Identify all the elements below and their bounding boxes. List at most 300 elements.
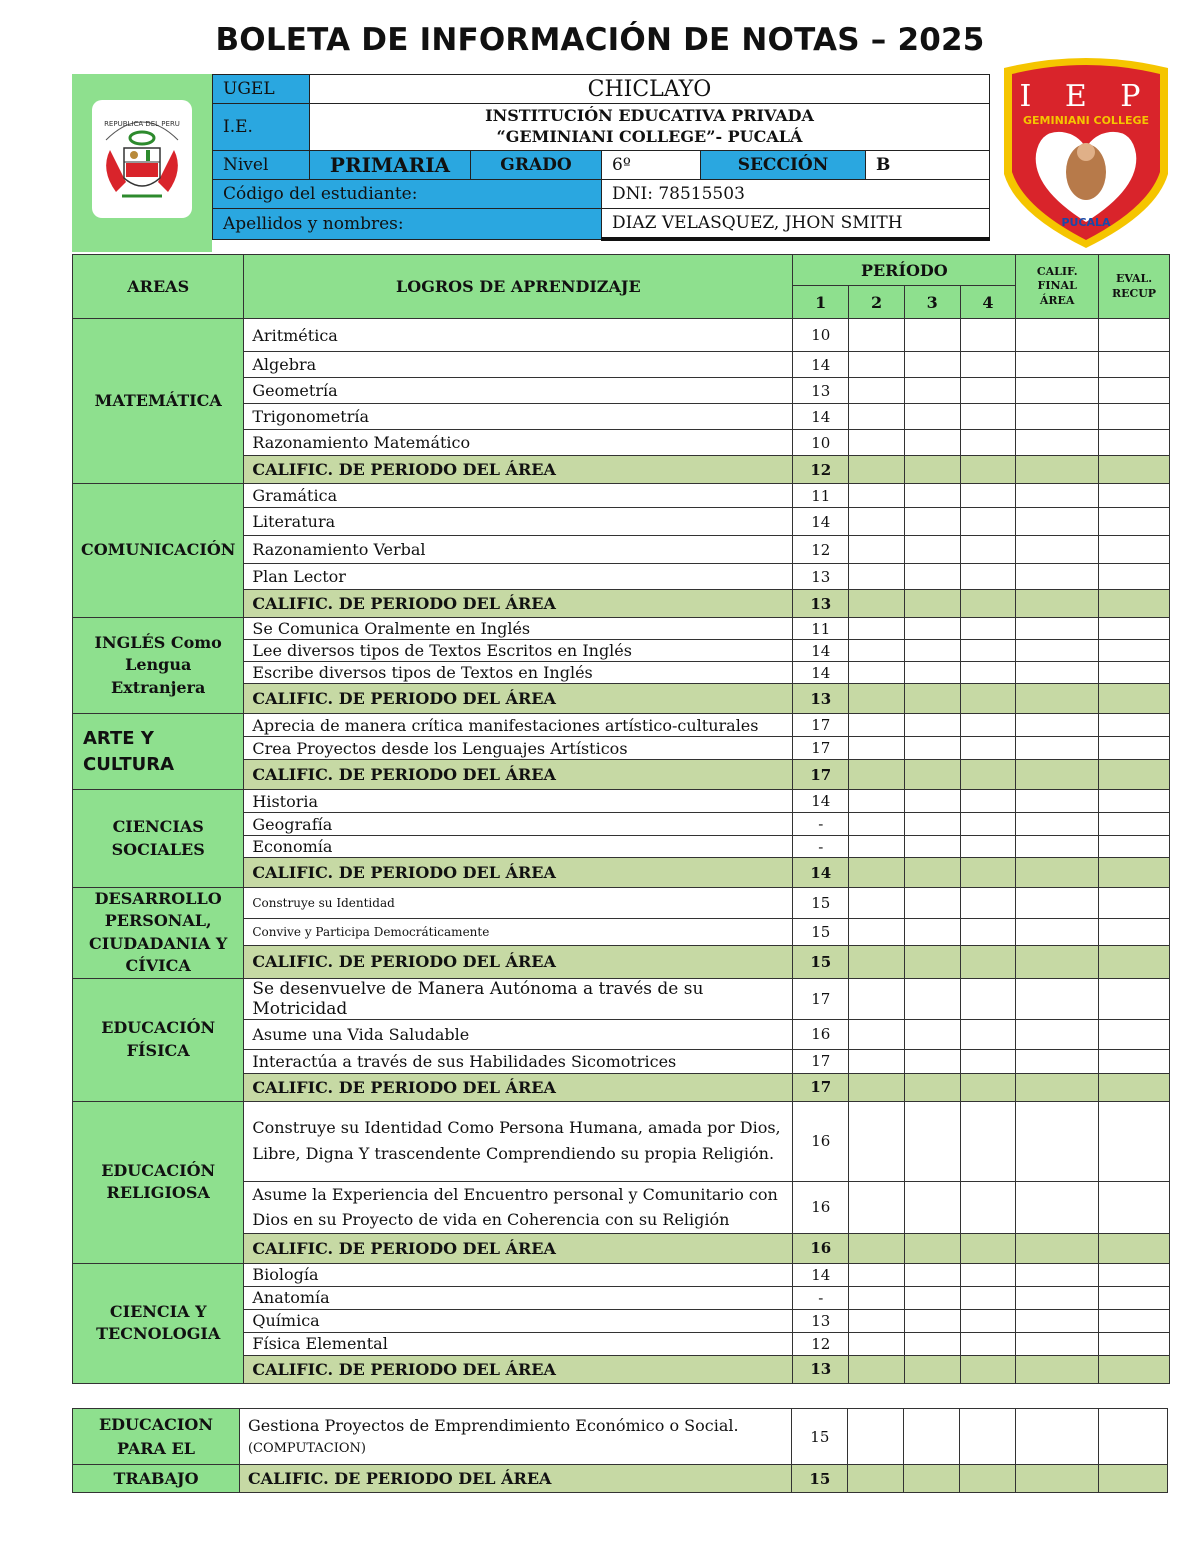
period-3-header: 3 xyxy=(904,286,960,319)
ugel-label: UGEL xyxy=(213,75,310,104)
grade-period-2 xyxy=(849,1019,905,1049)
trabajo-calif-value: 15 xyxy=(792,1465,848,1493)
logo-letters: I E P xyxy=(1019,79,1153,114)
grade-period-3 xyxy=(904,1019,960,1049)
grade-period-1: 12 xyxy=(793,536,849,564)
period-4-header: 4 xyxy=(960,286,1016,319)
trabajo-p2 xyxy=(848,1409,904,1465)
grade-period-3 xyxy=(904,1049,960,1073)
grade-recup xyxy=(1099,618,1170,640)
calif-value: 13 xyxy=(793,684,849,714)
achievement-text: Gramática xyxy=(244,484,793,508)
grade-period-4 xyxy=(960,352,1016,378)
grade-period-4 xyxy=(960,508,1016,536)
period-1-header: 1 xyxy=(793,286,849,319)
grade-final xyxy=(1016,813,1099,836)
grade-period-1: 14 xyxy=(793,662,849,684)
grade-final xyxy=(1016,714,1099,737)
calif-label: CALIFIC. DE PERIODO DEL ÁREA xyxy=(244,760,793,790)
achievement-text: Algebra xyxy=(244,352,793,378)
calif-final xyxy=(1016,1233,1099,1263)
final-header-2: FINAL xyxy=(1037,279,1077,293)
calif-period-2 xyxy=(849,946,905,978)
grade-period-3 xyxy=(904,1286,960,1309)
grade-period-2 xyxy=(849,1181,905,1233)
calif-final xyxy=(1016,1073,1099,1101)
seccion-label: SECCIÓN xyxy=(701,151,866,180)
trabajo-name-2: PARA EL xyxy=(116,1438,195,1458)
areas-header: AREAS xyxy=(73,255,244,319)
trabajo-calif-p4 xyxy=(960,1465,1016,1493)
ugel-value: CHICLAYO xyxy=(310,75,990,104)
recup-header xyxy=(1099,255,1170,319)
grade-period-1: 16 xyxy=(793,1181,849,1233)
grade-period-1: 11 xyxy=(793,484,849,508)
achievement-text: Asume una Vida Saludable xyxy=(244,1019,793,1049)
ie-label: I.E. xyxy=(213,104,310,151)
grade-recup xyxy=(1099,1309,1170,1332)
grade-period-1: 11 xyxy=(793,618,849,640)
grade-period-4 xyxy=(960,662,1016,684)
grade-period-2 xyxy=(849,1332,905,1355)
grade-recup xyxy=(1099,836,1170,858)
periodo-header: PERÍODO xyxy=(793,255,1016,286)
grade-period-1: 17 xyxy=(793,737,849,760)
grade-recup xyxy=(1099,640,1170,662)
achievement-text: Construye su Identidad xyxy=(244,888,793,919)
grade-final xyxy=(1016,1101,1099,1181)
calif-period-4 xyxy=(960,1073,1016,1101)
calif-recup xyxy=(1099,760,1170,790)
grade-period-3 xyxy=(904,1101,960,1181)
recup-header-1: EVAL. xyxy=(1115,272,1153,286)
achievement-text: Razonamiento Verbal xyxy=(244,536,793,564)
calif-period-4 xyxy=(960,590,1016,618)
grade-period-3 xyxy=(904,352,960,378)
grade-final xyxy=(1016,978,1099,1019)
seccion-value: B xyxy=(866,151,990,180)
grade-recup xyxy=(1099,737,1170,760)
calif-period-3 xyxy=(904,760,960,790)
grade-period-3 xyxy=(904,1263,960,1286)
grade-recup xyxy=(1099,1286,1170,1309)
grade-recup xyxy=(1099,888,1170,919)
grade-period-2 xyxy=(849,536,905,564)
achievement-text: Construye su Identidad Como Persona Humana, amada por Dios, Libre, Digna Y trascendente Comprendiendo su propia Religión. xyxy=(244,1101,793,1181)
grade-final xyxy=(1016,508,1099,536)
grade-period-3 xyxy=(904,662,960,684)
achievement-text: Asume la Experiencia del Encuentro personal y Comunitario con Dios en su Proyecto de vida en Coherencia con su Religión xyxy=(244,1181,793,1233)
grade-final xyxy=(1016,536,1099,564)
grade-period-2 xyxy=(849,352,905,378)
grade-period-2 xyxy=(849,404,905,430)
grade-period-1: 10 xyxy=(793,319,849,352)
ie-line-1: INSTITUCIÓN EDUCATIVA PRIVADA xyxy=(485,106,814,126)
calif-period-3 xyxy=(904,1233,960,1263)
achievement-text: Geometría xyxy=(244,378,793,404)
calif-recup xyxy=(1099,456,1170,484)
grade-period-3 xyxy=(904,919,960,946)
ie-line-2: “GEMINIANI COLLEGE”- PUCALÁ xyxy=(496,127,803,146)
grade-recup xyxy=(1099,1101,1170,1181)
grade-period-4 xyxy=(960,790,1016,813)
calif-period-2 xyxy=(849,1073,905,1101)
grade-final xyxy=(1016,790,1099,813)
grade-period-2 xyxy=(849,813,905,836)
ie-value xyxy=(310,104,990,151)
trabajo-calif-p3 xyxy=(904,1465,960,1493)
grade-period-4 xyxy=(960,404,1016,430)
trabajo-name-3: TRABAJO xyxy=(73,1465,240,1493)
calif-period-4 xyxy=(960,1355,1016,1383)
grade-period-4 xyxy=(960,1309,1016,1332)
area-name: MATEMÁTICA xyxy=(73,319,244,484)
grado-value: 6º xyxy=(602,151,701,180)
grade-period-2 xyxy=(849,618,905,640)
trabajo-final xyxy=(1016,1409,1099,1465)
grade-period-3 xyxy=(904,1181,960,1233)
crest-panel xyxy=(72,74,212,252)
grade-final xyxy=(1016,378,1099,404)
final-header xyxy=(1016,255,1099,319)
final-header-3: ÁREA xyxy=(1039,293,1075,307)
achievement-text: Química xyxy=(244,1309,793,1332)
calif-period-3 xyxy=(904,1073,960,1101)
grade-period-4 xyxy=(960,737,1016,760)
trabajo-item-note: (COMPUTACION) xyxy=(247,1440,366,1456)
grade-period-2 xyxy=(849,1101,905,1181)
nombre-label: Apellidos y nombres: xyxy=(213,209,602,240)
trabajo-p3 xyxy=(904,1409,960,1465)
trabajo-p1: 15 xyxy=(792,1409,848,1465)
area-name: CIENCIA Y TECNOLOGIA xyxy=(73,1263,244,1383)
calif-label: CALIFIC. DE PERIODO DEL ÁREA xyxy=(244,946,793,978)
grade-final xyxy=(1016,1181,1099,1233)
calif-period-2 xyxy=(849,1355,905,1383)
grade-period-4 xyxy=(960,1019,1016,1049)
grade-period-1: 10 xyxy=(793,430,849,456)
grade-period-2 xyxy=(849,919,905,946)
grade-period-2 xyxy=(849,319,905,352)
crest-frame xyxy=(92,100,192,218)
calif-period-2 xyxy=(849,456,905,484)
grade-period-4 xyxy=(960,536,1016,564)
grade-period-2 xyxy=(849,737,905,760)
achievement-row xyxy=(73,319,1170,352)
calif-label: CALIFIC. DE PERIODO DEL ÁREA xyxy=(244,684,793,714)
grade-period-2 xyxy=(849,508,905,536)
grade-period-3 xyxy=(904,790,960,813)
achievement-text: Se desenvuelve de Manera Autónoma a través de su Motricidad xyxy=(244,978,793,1019)
calif-period-3 xyxy=(904,946,960,978)
calif-label: CALIFIC. DE PERIODO DEL ÁREA xyxy=(244,456,793,484)
grade-period-3 xyxy=(904,640,960,662)
grades-body xyxy=(73,319,1170,1384)
grade-final xyxy=(1016,737,1099,760)
achievement-row xyxy=(73,888,1170,919)
grade-period-3 xyxy=(904,564,960,590)
grade-period-1: 17 xyxy=(793,1049,849,1073)
grade-period-3 xyxy=(904,813,960,836)
grade-period-4 xyxy=(960,378,1016,404)
grade-recup xyxy=(1099,430,1170,456)
calif-period-4 xyxy=(960,858,1016,888)
grade-period-1: 14 xyxy=(793,508,849,536)
grade-period-1: 13 xyxy=(793,1309,849,1332)
calif-recup xyxy=(1099,858,1170,888)
achievement-row xyxy=(73,714,1170,737)
grade-final xyxy=(1016,319,1099,352)
grade-recup xyxy=(1099,319,1170,352)
page-title: BOLETA DE INFORMACIÓN DE NOTAS – 2025 xyxy=(215,22,985,58)
trabajo-calif-p2 xyxy=(848,1465,904,1493)
calif-period-4 xyxy=(960,946,1016,978)
logo-place: PUCALA xyxy=(1061,216,1111,229)
calif-period-3 xyxy=(904,590,960,618)
grade-period-1: 15 xyxy=(793,919,849,946)
grade-period-1: 15 xyxy=(793,888,849,919)
grade-period-1: 14 xyxy=(793,790,849,813)
calif-recup xyxy=(1099,1355,1170,1383)
calif-value: 13 xyxy=(793,1355,849,1383)
peru-coat-of-arms-icon xyxy=(92,100,192,218)
calif-recup xyxy=(1099,1233,1170,1263)
grade-period-1: 14 xyxy=(793,352,849,378)
achievement-text: Aprecia de manera crítica manifestaciones artístico-culturales xyxy=(244,714,793,737)
grade-period-1: - xyxy=(793,1286,849,1309)
calif-value: 15 xyxy=(793,946,849,978)
grade-period-3 xyxy=(904,484,960,508)
grade-period-1: 14 xyxy=(793,404,849,430)
grade-period-4 xyxy=(960,319,1016,352)
achievement-row xyxy=(73,790,1170,813)
calif-period-3 xyxy=(904,1355,960,1383)
grade-period-2 xyxy=(849,564,905,590)
logros-header: LOGROS DE APRENDIZAJE xyxy=(244,255,793,319)
achievement-text: Biología xyxy=(244,1263,793,1286)
grade-period-4 xyxy=(960,1101,1016,1181)
grade-period-4 xyxy=(960,484,1016,508)
grade-period-3 xyxy=(904,618,960,640)
achievement-text: Crea Proyectos desde los Lenguajes Artísticos xyxy=(244,737,793,760)
logo-school-name: GEMINIANI COLLEGE xyxy=(1022,114,1150,127)
grade-recup xyxy=(1099,790,1170,813)
grades-table xyxy=(72,254,1170,1384)
grade-final xyxy=(1016,430,1099,456)
grade-recup xyxy=(1099,978,1170,1019)
grade-period-2 xyxy=(849,484,905,508)
school-shield-logo-icon xyxy=(996,54,1176,252)
grade-period-2 xyxy=(849,836,905,858)
area-name: DESARROLLO PERSONAL, CIUDADANIA Y CÍVICA xyxy=(73,888,244,979)
grado-label: GRADO xyxy=(471,151,602,180)
area-name: INGLÉS Como Lengua Extranjera xyxy=(73,618,244,714)
calif-recup xyxy=(1099,590,1170,618)
grade-period-4 xyxy=(960,430,1016,456)
calif-period-3 xyxy=(904,456,960,484)
calif-label: CALIFIC. DE PERIODO DEL ÁREA xyxy=(244,858,793,888)
calif-final xyxy=(1016,1355,1099,1383)
grade-period-4 xyxy=(960,618,1016,640)
achievement-text: Trigonometría xyxy=(244,404,793,430)
achievement-text: Razonamiento Matemático xyxy=(244,430,793,456)
grade-period-2 xyxy=(849,1309,905,1332)
achievement-text: Escribe diversos tipos de Textos en Inglés xyxy=(244,662,793,684)
grade-period-4 xyxy=(960,564,1016,590)
calif-period-2 xyxy=(849,760,905,790)
calif-period-4 xyxy=(960,760,1016,790)
calif-final xyxy=(1016,760,1099,790)
calif-final xyxy=(1016,684,1099,714)
calif-period-2 xyxy=(849,858,905,888)
achievement-row xyxy=(73,618,1170,640)
calif-label: CALIFIC. DE PERIODO DEL ÁREA xyxy=(244,1073,793,1101)
trabajo-item-text: Gestiona Proyectos de Emprendimiento Económico o Social. xyxy=(247,1416,739,1436)
grade-recup xyxy=(1099,1049,1170,1073)
grade-period-2 xyxy=(849,662,905,684)
calif-label: CALIFIC. DE PERIODO DEL ÁREA xyxy=(244,1355,793,1383)
grade-period-3 xyxy=(904,836,960,858)
calif-value: 16 xyxy=(793,1233,849,1263)
calif-period-3 xyxy=(904,858,960,888)
calif-recup xyxy=(1099,684,1170,714)
grade-final xyxy=(1016,662,1099,684)
grade-final xyxy=(1016,564,1099,590)
grade-period-3 xyxy=(904,1309,960,1332)
achievement-text: Aritmética xyxy=(244,319,793,352)
nivel-label: Nivel xyxy=(213,151,310,180)
grade-period-2 xyxy=(849,640,905,662)
recup-header-2: RECUP xyxy=(1111,286,1157,300)
grade-period-2 xyxy=(849,714,905,737)
grade-period-3 xyxy=(904,430,960,456)
trabajo-achievement xyxy=(239,1409,791,1465)
grade-period-3 xyxy=(904,978,960,1019)
grade-period-1: 14 xyxy=(793,640,849,662)
calif-final xyxy=(1016,456,1099,484)
achievement-row xyxy=(73,484,1170,508)
grade-period-1: 12 xyxy=(793,1332,849,1355)
school-logo xyxy=(996,54,1176,252)
calif-final xyxy=(1016,590,1099,618)
nombre-value: DIAZ VELASQUEZ, JHON SMITH xyxy=(602,209,990,240)
grade-period-3 xyxy=(904,319,960,352)
achievement-text: Historia xyxy=(244,790,793,813)
trabajo-area-name xyxy=(73,1409,240,1465)
grade-period-2 xyxy=(849,790,905,813)
achievement-text: Lee diversos tipos de Textos Escritos en Inglés xyxy=(244,640,793,662)
achievement-row xyxy=(73,1263,1170,1286)
grade-period-3 xyxy=(904,1332,960,1355)
grade-final xyxy=(1016,618,1099,640)
grade-recup xyxy=(1099,1019,1170,1049)
grade-period-2 xyxy=(849,888,905,919)
trabajo-calif-final xyxy=(1016,1465,1099,1493)
grade-period-3 xyxy=(904,888,960,919)
grade-period-4 xyxy=(960,640,1016,662)
calif-value: 17 xyxy=(793,1073,849,1101)
grade-recup xyxy=(1099,813,1170,836)
calif-recup xyxy=(1099,946,1170,978)
calif-final xyxy=(1016,946,1099,978)
grade-period-2 xyxy=(849,1286,905,1309)
grade-period-4 xyxy=(960,813,1016,836)
grade-final xyxy=(1016,1309,1099,1332)
grade-recup xyxy=(1099,714,1170,737)
grade-recup xyxy=(1099,352,1170,378)
area-name: EDUCACIÓN FÍSICA xyxy=(73,978,244,1101)
trabajo-name-1: EDUCACION xyxy=(98,1415,213,1435)
nivel-value: PRIMARIA xyxy=(310,151,471,180)
trabajo-recup xyxy=(1099,1409,1168,1465)
grade-recup xyxy=(1099,919,1170,946)
grade-final xyxy=(1016,1019,1099,1049)
achievement-text: Anatomía xyxy=(244,1286,793,1309)
calif-final xyxy=(1016,858,1099,888)
grade-period-1: 17 xyxy=(793,714,849,737)
calif-period-2 xyxy=(849,590,905,618)
grade-final xyxy=(1016,404,1099,430)
grade-period-4 xyxy=(960,714,1016,737)
calif-value: 17 xyxy=(793,760,849,790)
grade-period-4 xyxy=(960,836,1016,858)
trabajo-p4 xyxy=(960,1409,1016,1465)
crest-caption: REPUBLICA DEL PERU xyxy=(104,120,180,128)
area-name: EDUCACIÓN RELIGIOSA xyxy=(73,1101,244,1263)
grade-period-1: - xyxy=(793,813,849,836)
achievement-text: Interactúa a través de sus Habilidades Sicomotrices xyxy=(244,1049,793,1073)
grade-period-3 xyxy=(904,378,960,404)
grade-recup xyxy=(1099,1181,1170,1233)
calif-period-2 xyxy=(849,1233,905,1263)
final-header-1: CALIF. xyxy=(1036,265,1078,279)
grade-period-4 xyxy=(960,978,1016,1019)
grade-period-4 xyxy=(960,919,1016,946)
grade-final xyxy=(1016,1263,1099,1286)
trabajo-calif-label: CALIFIC. DE PERIODO DEL ÁREA xyxy=(239,1465,791,1493)
codigo-label: Código del estudiante: xyxy=(213,180,602,209)
grade-recup xyxy=(1099,378,1170,404)
grade-final xyxy=(1016,640,1099,662)
grade-period-3 xyxy=(904,536,960,564)
calif-period-4 xyxy=(960,456,1016,484)
grade-period-4 xyxy=(960,1049,1016,1073)
grade-period-3 xyxy=(904,737,960,760)
grade-final xyxy=(1016,836,1099,858)
grade-period-3 xyxy=(904,508,960,536)
achievement-text: Se Comunica Oralmente en Inglés xyxy=(244,618,793,640)
grade-period-2 xyxy=(849,430,905,456)
grade-recup xyxy=(1099,508,1170,536)
achievement-text: Física Elemental xyxy=(244,1332,793,1355)
grade-period-1: 13 xyxy=(793,564,849,590)
grade-recup xyxy=(1099,536,1170,564)
grade-period-2 xyxy=(849,378,905,404)
achievement-text: Geografía xyxy=(244,813,793,836)
grade-recup xyxy=(1099,662,1170,684)
trabajo-calif-recup xyxy=(1099,1465,1168,1493)
codigo-value: DNI: 78515503 xyxy=(602,180,990,209)
grade-recup xyxy=(1099,404,1170,430)
grade-period-4 xyxy=(960,1286,1016,1309)
achievement-text: Literatura xyxy=(244,508,793,536)
achievement-row xyxy=(73,978,1170,1019)
grade-final xyxy=(1016,1332,1099,1355)
grade-recup xyxy=(1099,564,1170,590)
calif-recup xyxy=(1099,1073,1170,1101)
area-name: COMUNICACIÓN xyxy=(73,484,244,618)
grade-final xyxy=(1016,1286,1099,1309)
